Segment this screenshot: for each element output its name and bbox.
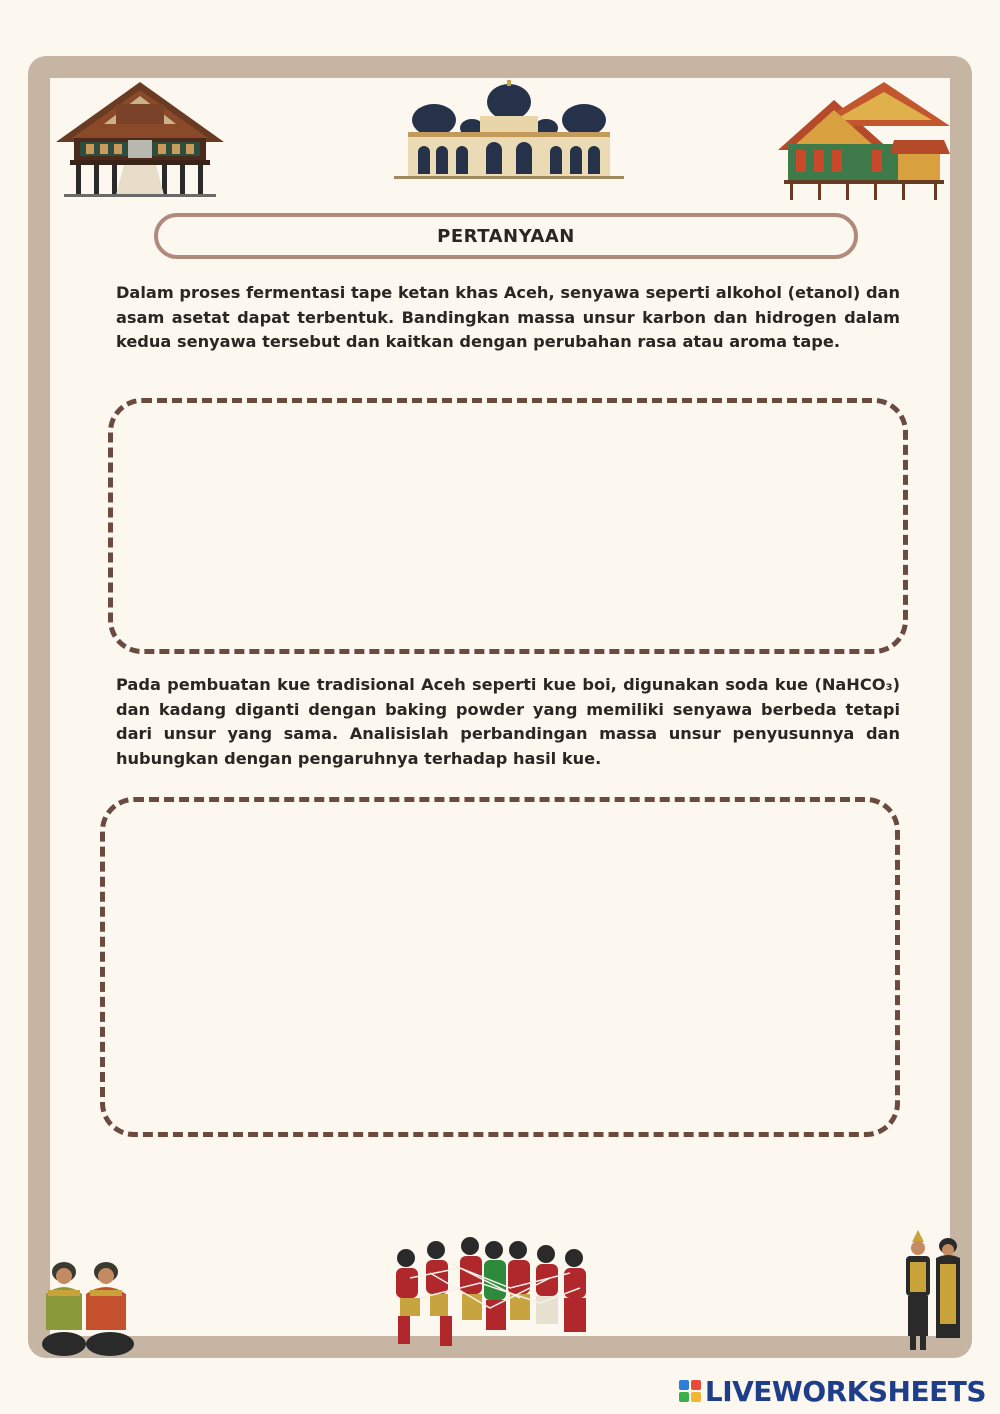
liveworksheets-brand: LIVEWORKSHEETS	[704, 1374, 986, 1408]
section-title: PERTANYAAN	[154, 213, 858, 259]
liveworksheets-mark-icon	[679, 1380, 701, 1402]
question-1-text: Dalam proses fermentasi tape ketan khas Aceh, senyawa seperti alkohol (etanol) dan asam asetat dapat terbentuk. Bandingkan massa unsur karbon dan hidrogen dalam kedua senyawa tersebut dan kaitkan dengan perubahan rasa atau aroma tape.	[116, 283, 900, 351]
liveworksheets-logo	[679, 1374, 986, 1408]
question-2-text: Pada pembuatan kue tradisional Aceh seperti kue boi, digunakan soda kue (NaHCO₃) dan kadang diganti dengan baking powder yang memiliki senyawa berbeda tetapi dari unsur yang sama. Analisislah perbandingan massa unsur penyusunnya dan hubungkan dengan pengaruhnya terhadap hasil kue.	[116, 675, 900, 768]
answer-box-2[interactable]	[100, 797, 900, 1137]
answer-box-1[interactable]	[108, 398, 908, 654]
baiturrahman-mosque-icon	[394, 80, 624, 180]
rumoh-aceh-house-icon	[54, 80, 226, 198]
seated-dancers-icon	[40, 1254, 144, 1358]
traditional-house-icon	[774, 80, 952, 202]
saman-dance-group-icon	[390, 1228, 594, 1352]
bride-groom-couple-icon	[898, 1228, 968, 1352]
